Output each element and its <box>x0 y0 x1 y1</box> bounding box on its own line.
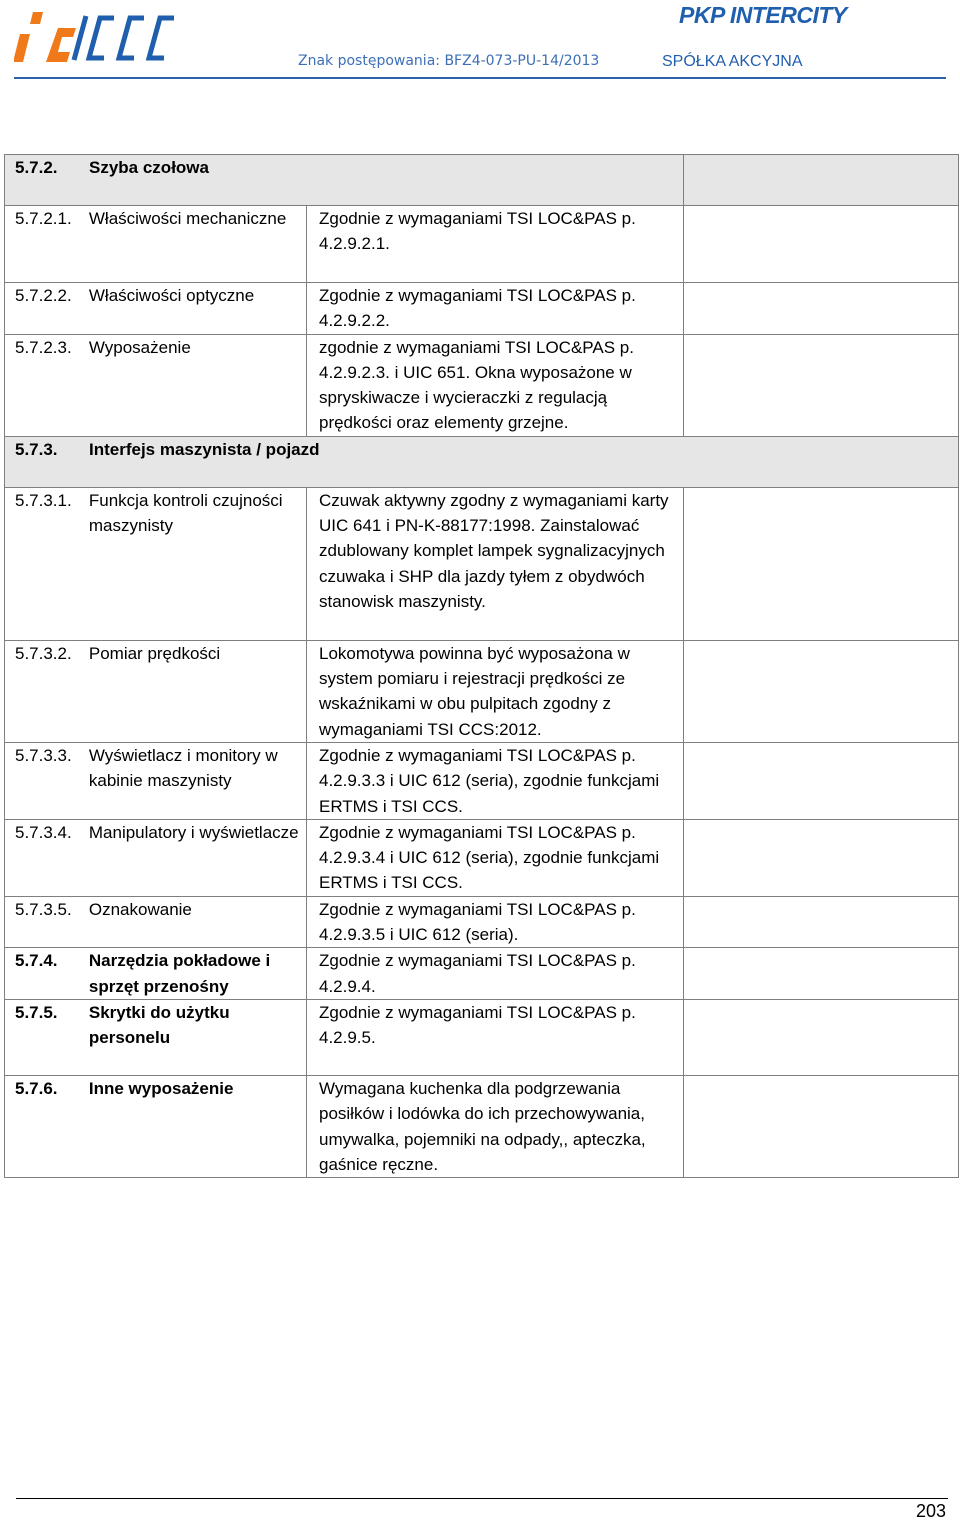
row-number: 5.7.5. <box>5 1000 87 1076</box>
table-row <box>5 1000 959 1076</box>
row-name: Oznakowanie <box>87 896 307 948</box>
row-value: Zgodnie z wymaganiami TSI LOC&PAS p. 4.2.9.2.2. <box>306 283 683 335</box>
row-name: Wyposażenie <box>87 334 307 436</box>
row-number: 5.7.6. <box>5 1076 87 1178</box>
row-number: 5.7.2. <box>15 158 58 177</box>
iccc-logo <box>14 4 176 66</box>
row-value: zgodnie z wymaganiami TSI LOC&PAS p. 4.2.9.2.3. i UIC 651. Okna wyposażone w spryskiwacze i wycieraczki z regulacją prędkości oraz elementy grzejne. <box>306 334 683 436</box>
table-row <box>5 948 959 1000</box>
footer-rule <box>16 1498 948 1499</box>
row-number: 5.7.4. <box>5 948 87 1000</box>
page-header <box>0 0 960 80</box>
row-name: Funkcja kontroli czujności maszynisty <box>87 487 307 640</box>
table-row <box>5 155 959 206</box>
table-row <box>5 206 959 283</box>
row-number: 5.7.2.3. <box>5 334 87 436</box>
specification-table <box>4 154 959 1178</box>
row-value: Lokomotywa powinna być wyposażona w system pomiaru i rejestracji prędkości ze wskaźnikami w obu pulpitach zgodny z wymaganiami TSI CCS:2012. <box>306 640 683 742</box>
row-number: 5.7.3.2. <box>5 640 87 742</box>
row-name: Manipulatory i wyświetlacze <box>87 819 307 896</box>
row-value: Zgodnie z wymaganiami TSI LOC&PAS p. 4.2.9.3.3 i UIC 612 (seria), zgodnie funkcjami ERTMS i TSI CCS. <box>306 742 683 819</box>
procedure-reference: Znak postępowania: BFZ4-073-PU-14/2013 <box>298 53 600 69</box>
row-name: Szyba czołowa <box>89 158 209 177</box>
row-number: 5.7.3.1. <box>5 487 87 640</box>
row-number: 5.7.3.3. <box>5 742 87 819</box>
table-row <box>5 436 959 487</box>
row-number: 5.7.2.1. <box>5 206 87 283</box>
row-value: Wymagana kuchenka dla podgrzewania posiłków i lodówka do ich przechowywania, umywalka, pojemniki na odpady,, apteczka, gaśnice ręczne. <box>306 1076 683 1178</box>
table-row <box>5 640 959 742</box>
row-value: Zgodnie z wymaganiami TSI LOC&PAS p. 4.2.9.2.1. <box>306 206 683 283</box>
row-value: Czuwak aktywny zgodny z wymaganiami karty UIC 641 i PN-K-88177:1998. Zainstalować zdublowany komplet lampek sygnalizacyjnych czuwaka i SHP dla jazdy tyłem z obydwóch stanowisk maszynisty. <box>306 487 683 640</box>
row-name: Właściwości mechaniczne <box>87 206 307 283</box>
company-type: SPÓŁKA AKCYJNA <box>662 53 803 70</box>
table-row <box>5 334 959 436</box>
row-value: Zgodnie z wymaganiami TSI LOC&PAS p. 4.2.9.3.5 i UIC 612 (seria). <box>306 896 683 948</box>
row-value: Zgodnie z wymaganiami TSI LOC&PAS p. 4.2.9.4. <box>306 948 683 1000</box>
table-row <box>5 283 959 335</box>
table-row <box>5 896 959 948</box>
header-rule <box>14 77 946 79</box>
row-name: Inne wyposażenie <box>87 1076 307 1178</box>
row-name: Interfejs maszynista / pojazd <box>89 439 320 459</box>
row-name: Skrytki do użytku personelu <box>87 1000 307 1076</box>
table-row <box>5 1076 959 1178</box>
row-name: Wyświetlacz i monitory w kabinie maszynisty <box>87 742 307 819</box>
row-name: Pomiar prędkości <box>87 640 307 742</box>
row-number: 5.7.3. <box>15 439 58 459</box>
table-row <box>5 819 959 896</box>
page-number: 203 <box>916 1501 947 1521</box>
row-number: 5.7.2.2. <box>5 283 87 335</box>
row-name: Właściwości optyczne <box>87 283 307 335</box>
table-row <box>5 487 959 640</box>
table-row <box>5 742 959 819</box>
row-number: 5.7.3.5. <box>5 896 87 948</box>
row-value: Zgodnie z wymaganiami TSI LOC&PAS p. 4.2.9.3.4 i UIC 612 (seria), zgodnie funkcjami ERTMS i TSI CCS. <box>306 819 683 896</box>
row-value: Zgodnie z wymaganiami TSI LOC&PAS p. 4.2.9.5. <box>306 1000 683 1076</box>
row-number: 5.7.3.4. <box>5 819 87 896</box>
brand-name: PKP INTERCITY <box>679 2 847 28</box>
row-name: Narzędzia pokładowe i sprzęt przenośny <box>87 948 307 1000</box>
